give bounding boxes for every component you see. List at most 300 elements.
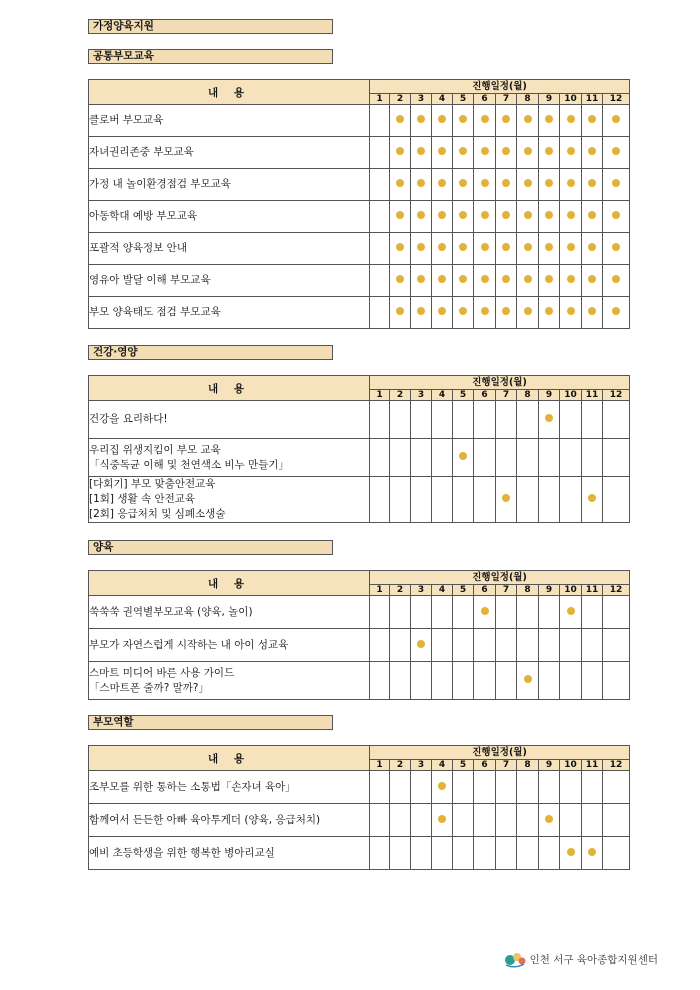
scheduled-dot-icon (481, 243, 489, 251)
table-row (89, 201, 630, 233)
month-cell (453, 137, 474, 169)
scheduled-dot-icon (567, 275, 575, 283)
scheduled-dot-icon (502, 115, 510, 123)
month-cell (582, 297, 603, 329)
table-row (89, 771, 630, 804)
scheduled-dot-icon (438, 179, 446, 187)
program-name (89, 169, 370, 201)
month-header: 4 (432, 760, 453, 771)
month-cell (539, 201, 560, 233)
scheduled-dot-icon (588, 848, 596, 856)
month-cell (474, 804, 496, 837)
month-cell (517, 265, 539, 297)
month-cell (582, 233, 603, 265)
month-cell (560, 629, 582, 662)
month-cell (539, 837, 560, 870)
table-row (89, 804, 630, 837)
month-cell (411, 137, 432, 169)
scheduled-dot-icon (481, 147, 489, 155)
scheduled-dot-icon (524, 211, 532, 219)
table-row (89, 137, 630, 169)
scheduled-dot-icon (588, 179, 596, 187)
month-cell (370, 401, 390, 439)
month-cell (474, 137, 496, 169)
month-cell (496, 233, 517, 265)
table-row (89, 233, 630, 265)
month-header: 10 (560, 760, 582, 771)
scheduled-dot-icon (612, 307, 620, 315)
month-cell (560, 105, 582, 137)
program-name (89, 233, 370, 265)
month-cell (539, 265, 560, 297)
scheduled-dot-icon (588, 115, 596, 123)
table-row (89, 477, 630, 523)
section-title-parenting: 양육 (88, 540, 333, 555)
scheduled-dot-icon (567, 307, 575, 315)
month-cell (370, 169, 390, 201)
month-cell (474, 265, 496, 297)
month-cell (390, 401, 411, 439)
month-header: 9 (539, 585, 560, 596)
month-cell (560, 233, 582, 265)
scheduled-dot-icon (567, 147, 575, 155)
month-cell (370, 265, 390, 297)
scheduled-dot-icon (502, 179, 510, 187)
table-row (89, 265, 630, 297)
scheduled-dot-icon (396, 147, 404, 155)
month-header: 2 (390, 94, 411, 105)
footer (504, 950, 658, 968)
scheduled-dot-icon (417, 275, 425, 283)
month-cell (453, 265, 474, 297)
month-cell (370, 771, 390, 804)
month-cell (474, 169, 496, 201)
month-header: 9 (539, 760, 560, 771)
month-cell (517, 137, 539, 169)
program-name-line: 쑥쑥쑥 권역별부모교육 (양육, 놀이) (89, 605, 253, 618)
month-cell (496, 662, 517, 700)
month-cell (453, 233, 474, 265)
table-row (89, 629, 630, 662)
program-name-line: 클로버 부모교육 (89, 114, 164, 126)
month-cell (582, 137, 603, 169)
month-cell (560, 596, 582, 629)
month-cell (370, 596, 390, 629)
scheduled-dot-icon (588, 211, 596, 219)
month-cell (496, 169, 517, 201)
scheduled-dot-icon (438, 147, 446, 155)
scheduled-dot-icon (481, 607, 489, 615)
month-cell (560, 169, 582, 201)
month-header: 2 (390, 585, 411, 596)
scheduled-dot-icon (612, 115, 620, 123)
month-header: 5 (453, 585, 474, 596)
month-header: 6 (474, 390, 496, 401)
month-header: 12 (603, 760, 630, 771)
scheduled-dot-icon (417, 147, 425, 155)
month-header: 10 (560, 94, 582, 105)
month-cell (517, 401, 539, 439)
month-header: 11 (582, 390, 603, 401)
month-header: 4 (432, 585, 453, 596)
month-cell (560, 401, 582, 439)
month-cell (390, 771, 411, 804)
table-row (89, 439, 630, 477)
month-header: 5 (453, 760, 474, 771)
month-cell (539, 596, 560, 629)
month-cell (496, 297, 517, 329)
footer-org-name: 인천 서구 육아종합지원센터 (529, 953, 658, 966)
month-cell (603, 837, 630, 870)
scheduled-dot-icon (396, 179, 404, 187)
program-name (89, 439, 370, 477)
month-cell (582, 201, 603, 233)
month-cell (370, 439, 390, 477)
month-cell (411, 105, 432, 137)
content-header: 내 용 (89, 80, 370, 105)
month-cell (496, 401, 517, 439)
scheduled-dot-icon (417, 115, 425, 123)
scheduled-dot-icon (481, 211, 489, 219)
program-name-line: 자녀권리존중 부모교육 (89, 146, 194, 158)
month-cell (411, 439, 432, 477)
scheduled-dot-icon (438, 815, 446, 823)
scheduled-dot-icon (567, 211, 575, 219)
month-header: 3 (411, 585, 432, 596)
month-cell (582, 439, 603, 477)
scheduled-dot-icon (438, 243, 446, 251)
month-cell (411, 837, 432, 870)
month-cell (432, 629, 453, 662)
scheduled-dot-icon (545, 414, 553, 422)
scheduled-dot-icon (502, 494, 510, 502)
month-header: 11 (582, 585, 603, 596)
month-cell (432, 804, 453, 837)
scheduled-dot-icon (459, 211, 467, 219)
month-cell (603, 439, 630, 477)
month-cell (582, 265, 603, 297)
month-cell (411, 629, 432, 662)
month-cell (474, 629, 496, 662)
month-header: 5 (453, 94, 474, 105)
month-cell (539, 401, 560, 439)
scheduled-dot-icon (524, 675, 532, 683)
month-cell (453, 837, 474, 870)
scheduled-dot-icon (588, 307, 596, 315)
month-cell (496, 105, 517, 137)
month-cell (390, 265, 411, 297)
scheduled-dot-icon (459, 147, 467, 155)
program-name-line: [다회기] 부모 맞춤안전교육 (89, 478, 216, 490)
month-cell (474, 401, 496, 439)
month-cell (517, 804, 539, 837)
month-cell (432, 169, 453, 201)
month-cell (390, 439, 411, 477)
month-cell (411, 233, 432, 265)
scheduled-dot-icon (545, 243, 553, 251)
month-cell (603, 401, 630, 439)
scheduled-dot-icon (459, 179, 467, 187)
month-cell (517, 837, 539, 870)
scheduled-dot-icon (567, 607, 575, 615)
month-cell (474, 771, 496, 804)
month-cell (390, 169, 411, 201)
month-cell (432, 837, 453, 870)
month-cell (453, 629, 474, 662)
month-header: 3 (411, 760, 432, 771)
month-cell (370, 233, 390, 265)
program-name (89, 662, 370, 700)
month-cell (390, 596, 411, 629)
scheduled-dot-icon (459, 115, 467, 123)
month-cell (370, 837, 390, 870)
month-cell (560, 265, 582, 297)
month-cell (496, 439, 517, 477)
month-cell (453, 401, 474, 439)
month-header: 7 (496, 94, 517, 105)
program-name-line: 함께여서 든든한 아빠 육아투게더 (양육, 응급처치) (89, 813, 321, 826)
program-name (89, 837, 370, 870)
program-name (89, 596, 370, 629)
content-header: 내 용 (89, 746, 370, 771)
month-cell (453, 596, 474, 629)
month-cell (411, 169, 432, 201)
month-header: 10 (560, 585, 582, 596)
month-cell (496, 629, 517, 662)
month-header: 12 (603, 585, 630, 596)
program-name-line: 포괄적 양육정보 안내 (89, 242, 187, 254)
month-cell (582, 477, 603, 523)
org-logo-icon (504, 950, 526, 968)
program-name (89, 265, 370, 297)
month-cell (411, 401, 432, 439)
scheduled-dot-icon (524, 243, 532, 251)
month-cell (432, 477, 453, 523)
month-cell (496, 265, 517, 297)
month-cell (370, 662, 390, 700)
month-header: 6 (474, 760, 496, 771)
month-cell (432, 401, 453, 439)
scheduled-dot-icon (545, 307, 553, 315)
month-cell (390, 201, 411, 233)
month-cell (411, 201, 432, 233)
scheduled-dot-icon (524, 147, 532, 155)
month-cell (411, 596, 432, 629)
month-cell (603, 596, 630, 629)
month-cell (432, 439, 453, 477)
content-header: 내 용 (89, 376, 370, 401)
month-cell (539, 105, 560, 137)
program-name-line: 스마트 미디어 바른 사용 가이드 (89, 666, 235, 679)
scheduled-dot-icon (588, 243, 596, 251)
month-header: 11 (582, 760, 603, 771)
month-cell (474, 105, 496, 137)
month-cell (370, 804, 390, 837)
program-name (89, 137, 370, 169)
section-title-roles: 부모역할 (88, 715, 333, 730)
month-header: 6 (474, 94, 496, 105)
month-cell (539, 297, 560, 329)
month-cell (453, 105, 474, 137)
month-header: 12 (603, 94, 630, 105)
month-cell (496, 837, 517, 870)
month-cell (603, 477, 630, 523)
month-cell (517, 662, 539, 700)
scheduled-dot-icon (502, 275, 510, 283)
table-row (89, 297, 630, 329)
scheduled-dot-icon (481, 115, 489, 123)
program-name (89, 804, 370, 837)
month-cell (603, 169, 630, 201)
month-header: 3 (411, 390, 432, 401)
month-header: 12 (603, 390, 630, 401)
scheduled-dot-icon (567, 179, 575, 187)
program-name (89, 401, 370, 439)
month-cell (432, 105, 453, 137)
month-cell (539, 233, 560, 265)
month-cell (390, 662, 411, 700)
month-cell (496, 477, 517, 523)
month-cell (560, 477, 582, 523)
month-cell (432, 201, 453, 233)
month-cell (603, 233, 630, 265)
month-cell (411, 265, 432, 297)
month-header: 1 (370, 760, 390, 771)
table-row (89, 596, 630, 629)
program-name (89, 629, 370, 662)
month-cell (390, 837, 411, 870)
month-cell (370, 105, 390, 137)
scheduled-dot-icon (438, 211, 446, 219)
month-cell (370, 297, 390, 329)
scheduled-dot-icon (481, 179, 489, 187)
schedule-header: 진행일정(월) (370, 376, 630, 390)
month-cell (539, 439, 560, 477)
program-name-line: [2회] 응급처치 및 심폐소생술 (89, 508, 226, 520)
scheduled-dot-icon (612, 275, 620, 283)
scheduled-dot-icon (567, 115, 575, 123)
month-cell (453, 201, 474, 233)
month-cell (517, 201, 539, 233)
program-name-line: 「식중독균 이해 및 천연색소 비누 만들기」 (89, 458, 289, 471)
month-cell (432, 265, 453, 297)
scheduled-dot-icon (612, 211, 620, 219)
scheduled-dot-icon (524, 275, 532, 283)
month-cell (453, 169, 474, 201)
scheduled-dot-icon (524, 115, 532, 123)
month-cell (539, 477, 560, 523)
scheduled-dot-icon (417, 243, 425, 251)
month-header: 5 (453, 390, 474, 401)
month-cell (582, 804, 603, 837)
month-header: 8 (517, 94, 539, 105)
month-cell (370, 137, 390, 169)
table-row (89, 105, 630, 137)
table-row (89, 837, 630, 870)
scheduled-dot-icon (481, 307, 489, 315)
scheduled-dot-icon (545, 179, 553, 187)
scheduled-dot-icon (567, 243, 575, 251)
month-cell (474, 837, 496, 870)
scheduled-dot-icon (545, 275, 553, 283)
scheduled-dot-icon (545, 211, 553, 219)
scheduled-dot-icon (502, 211, 510, 219)
month-cell (517, 629, 539, 662)
month-cell (560, 837, 582, 870)
month-cell (582, 401, 603, 439)
month-header: 1 (370, 585, 390, 596)
month-cell (517, 771, 539, 804)
month-cell (539, 771, 560, 804)
schedule-header: 진행일정(월) (370, 80, 630, 94)
month-cell (390, 477, 411, 523)
program-name (89, 201, 370, 233)
section-title-common: 공통부모교육 (88, 49, 333, 64)
month-header: 3 (411, 94, 432, 105)
month-cell (411, 477, 432, 523)
page-title: 가정양육지원 (88, 19, 333, 34)
section-title-health: 건강·영양 (88, 345, 333, 360)
month-cell (539, 804, 560, 837)
program-name-line: 부모 양육태도 점검 부모교육 (89, 306, 221, 318)
month-cell (496, 596, 517, 629)
scheduled-dot-icon (588, 275, 596, 283)
month-header: 10 (560, 390, 582, 401)
month-cell (496, 771, 517, 804)
month-cell (517, 439, 539, 477)
month-cell (603, 771, 630, 804)
scheduled-dot-icon (396, 211, 404, 219)
month-cell (390, 629, 411, 662)
month-cell (603, 804, 630, 837)
program-name-line: 예비 초등학생을 위한 행복한 병아리교실 (89, 846, 275, 859)
month-cell (390, 137, 411, 169)
month-cell (603, 662, 630, 700)
scheduled-dot-icon (502, 243, 510, 251)
month-cell (603, 265, 630, 297)
month-cell (517, 105, 539, 137)
month-cell (496, 804, 517, 837)
schedule-table-health (88, 375, 630, 523)
scheduled-dot-icon (396, 115, 404, 123)
scheduled-dot-icon (396, 307, 404, 315)
program-name-line: 가정 내 놀이환경점검 부모교육 (89, 178, 231, 190)
month-cell (390, 233, 411, 265)
month-cell (560, 137, 582, 169)
month-cell (560, 201, 582, 233)
scheduled-dot-icon (502, 147, 510, 155)
month-cell (390, 105, 411, 137)
month-cell (453, 804, 474, 837)
month-header: 11 (582, 94, 603, 105)
month-cell (411, 771, 432, 804)
scheduled-dot-icon (459, 452, 467, 460)
schedule-table-common (88, 79, 630, 329)
month-cell (453, 439, 474, 477)
scheduled-dot-icon (567, 848, 575, 856)
month-header: 9 (539, 390, 560, 401)
scheduled-dot-icon (417, 307, 425, 315)
scheduled-dot-icon (612, 147, 620, 155)
program-name-line: 부모가 자연스럽게 시작하는 내 아이 성교육 (89, 638, 289, 651)
scheduled-dot-icon (545, 147, 553, 155)
program-name (89, 771, 370, 804)
month-header: 7 (496, 390, 517, 401)
month-cell (453, 662, 474, 700)
scheduled-dot-icon (612, 243, 620, 251)
month-cell (560, 439, 582, 477)
month-cell (411, 804, 432, 837)
